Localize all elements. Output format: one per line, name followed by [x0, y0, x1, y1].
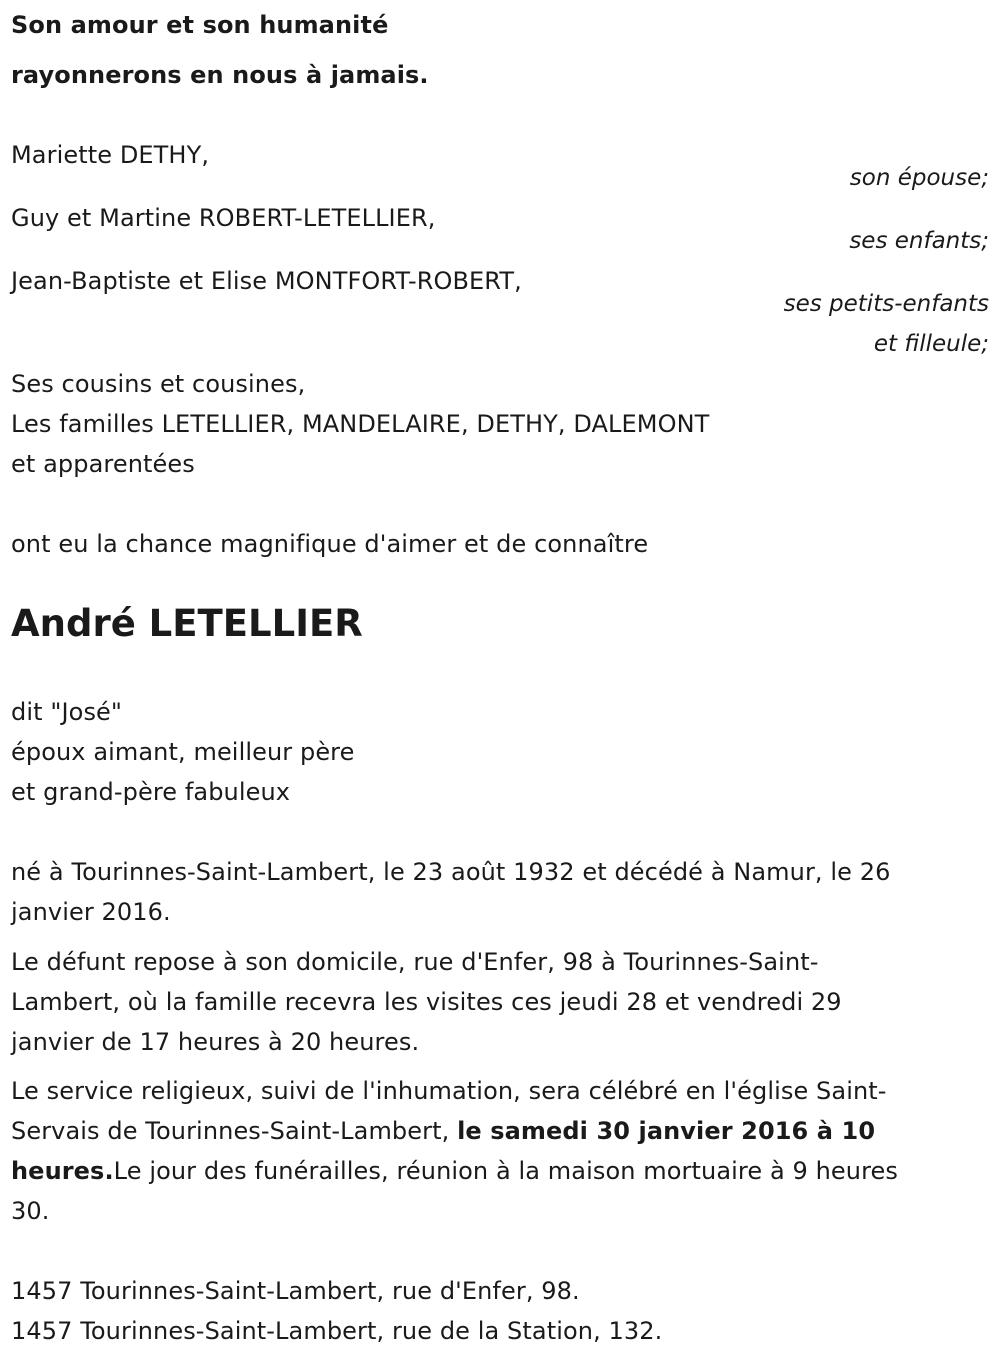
service-line-3 — [11, 1156, 898, 1186]
service-date: le samedi 30 janvier 2016 à 10 — [457, 1117, 876, 1145]
description-line-1: époux aimant, meilleur père — [11, 738, 355, 766]
quote-line-1: Son amour et son humanité — [11, 11, 389, 39]
service-time: heures. — [11, 1157, 114, 1185]
birth-death-line-2: janvier 2016. — [11, 898, 171, 926]
grandchildren-role-line-2: et filleule; — [873, 331, 989, 357]
address-line-1: 1457 Tourinnes-Saint-Lambert, rue d'Enfer, 98. — [11, 1277, 580, 1305]
service-line-4: 30. — [11, 1197, 50, 1225]
rest-line-2: Lambert, où la famille recevra les visites ces jeudi 28 et vendredi 29 — [11, 988, 842, 1016]
grandchildren-role-line-1: ses petits-enfants — [783, 291, 989, 317]
spouse-role: son épouse; — [849, 165, 989, 191]
rest-line-3: janvier de 17 heures à 20 heures. — [11, 1028, 420, 1056]
intro-line: ont eu la chance magnifique d'aimer et de connaître — [11, 530, 649, 558]
nickname: dit "José" — [11, 698, 123, 726]
address-line-2: 1457 Tourinnes-Saint-Lambert, rue de la Station, 132. — [11, 1317, 663, 1345]
rest-line-1: Le défunt repose à son domicile, rue d'Enfer, 98 à Tourinnes-Saint- — [11, 948, 819, 976]
service-location: Servais de Tourinnes-Saint-Lambert, — [11, 1117, 458, 1145]
cousins: Ses cousins et cousines, — [11, 370, 306, 398]
grandchildren-name: Jean-Baptiste et Elise MONTFORT-ROBERT, — [11, 267, 522, 295]
spouse-name: Mariette DETHY, — [11, 141, 210, 169]
related-families: et apparentées — [11, 450, 195, 478]
birth-death-line-1: né à Tourinnes-Saint-Lambert, le 23 août 1932 et décédé à Namur, le 26 — [11, 858, 891, 886]
children-role: ses enfants; — [849, 228, 989, 254]
families: Les familles LETELLIER, MANDELAIRE, DETHY, DALEMONT — [11, 410, 710, 438]
service-line-1: Le service religieux, suivi de l'inhumation, sera célébré en l'église Saint- — [11, 1077, 887, 1105]
quote-line-2: rayonnerons en nous à jamais. — [11, 61, 429, 89]
gathering-info: Le jour des funérailles, réunion à la maison mortuaire à 9 heures — [113, 1157, 898, 1185]
deceased-name: André LETELLIER — [11, 602, 363, 645]
description-line-2: et grand-père fabuleux — [11, 778, 291, 806]
service-line-2 — [11, 1116, 875, 1146]
children-name: Guy et Martine ROBERT-LETELLIER, — [11, 204, 436, 232]
